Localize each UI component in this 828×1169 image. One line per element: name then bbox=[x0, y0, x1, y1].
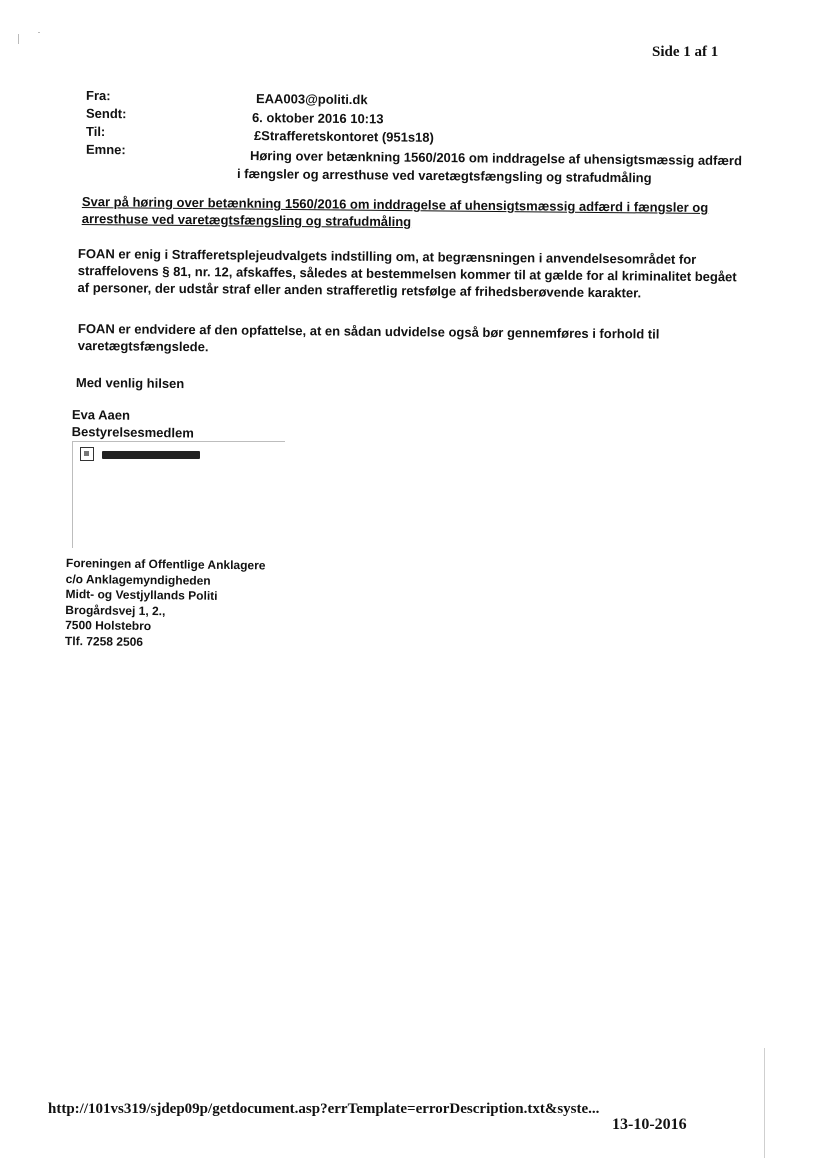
scan-artifact bbox=[38, 32, 40, 33]
paragraph-1 bbox=[77, 245, 737, 302]
footer-date: 13-10-2016 bbox=[612, 1116, 687, 1133]
paragraph-2-line1: FOAN er endvidere af den opfattelse, at en sådan udvidelse også bør gennemføres i forhold til bbox=[77, 320, 660, 342]
signature-title: Bestyrelsesmedlem bbox=[71, 423, 194, 441]
subject-value-line1: Høring over betænkning 1560/2016 om inddragelse af uhensigtsmæssig adfærd bbox=[249, 148, 743, 169]
subject-value-line2: i fængsler og arresthuse ved varetægtsfængsling og strafudmåling bbox=[236, 166, 652, 186]
paragraph-1-line2: straffelovens § 81, nr. 12, afskaffes, således at bestemmelsen kommer til at gælde for al kriminalitet begået bbox=[77, 262, 737, 285]
to-label: Til: bbox=[86, 123, 106, 140]
scan-artifact bbox=[18, 34, 19, 44]
reply-title-link[interactable] bbox=[82, 193, 709, 233]
footer-url: http://101vs319/sjdep09p/getdocument.asp?errTemplate=errorDescription.txt&syste... bbox=[48, 1101, 600, 1117]
to-value: £Strafferetskontoret (951s18) bbox=[253, 128, 434, 145]
org-line4: Brogårdsvej 1, 2., bbox=[65, 602, 166, 618]
sent-value: 6. oktober 2016 10:13 bbox=[251, 110, 384, 127]
scan-artifact bbox=[764, 1048, 765, 1158]
organization-address bbox=[65, 556, 266, 651]
paragraph-1-line3: af personer, der udstår straf eller anden strafferetlig retsfølge af frihedsberøvende karakter. bbox=[77, 279, 642, 301]
reply-title-line2: arresthuse ved varetægtsfængsling og strafudmåling bbox=[81, 210, 412, 230]
paragraph-2-line2: varetægtsfængslede. bbox=[77, 337, 209, 355]
page-number: Side 1 af 1 bbox=[652, 44, 719, 60]
signature bbox=[72, 406, 195, 441]
sent-label: Sendt: bbox=[86, 105, 127, 122]
paragraph-1-line1: FOAN er enig i Strafferetsplejeudvalgets indstilling om, at begrænsningen i anvendelsesområdet for bbox=[77, 245, 697, 267]
signature-name: Eva Aaen bbox=[71, 406, 131, 423]
reply-title-line1: Svar på høring over betænkning 1560/2016 om inddragelse af uhensigtsmæssig adfærd i fængsler og bbox=[81, 193, 709, 216]
closing: Med venlig hilsen bbox=[75, 374, 185, 392]
org-line5: 7500 Holstebro bbox=[65, 617, 152, 634]
from-value: EAA003@politi.dk bbox=[255, 91, 368, 108]
redacted-text bbox=[102, 451, 200, 459]
org-line1: Foreningen af Offentlige Anklagere bbox=[65, 556, 266, 573]
org-line2: c/o Anklagemyndigheden bbox=[65, 571, 211, 588]
org-phone: Tlf. 7258 2506 bbox=[64, 633, 144, 649]
subject-label: Emne: bbox=[86, 141, 126, 158]
org-line3: Midt- og Vestjyllands Politi bbox=[65, 586, 218, 603]
from-label: Fra: bbox=[86, 87, 111, 104]
broken-image-icon bbox=[80, 447, 94, 461]
paragraph-2 bbox=[78, 320, 728, 360]
